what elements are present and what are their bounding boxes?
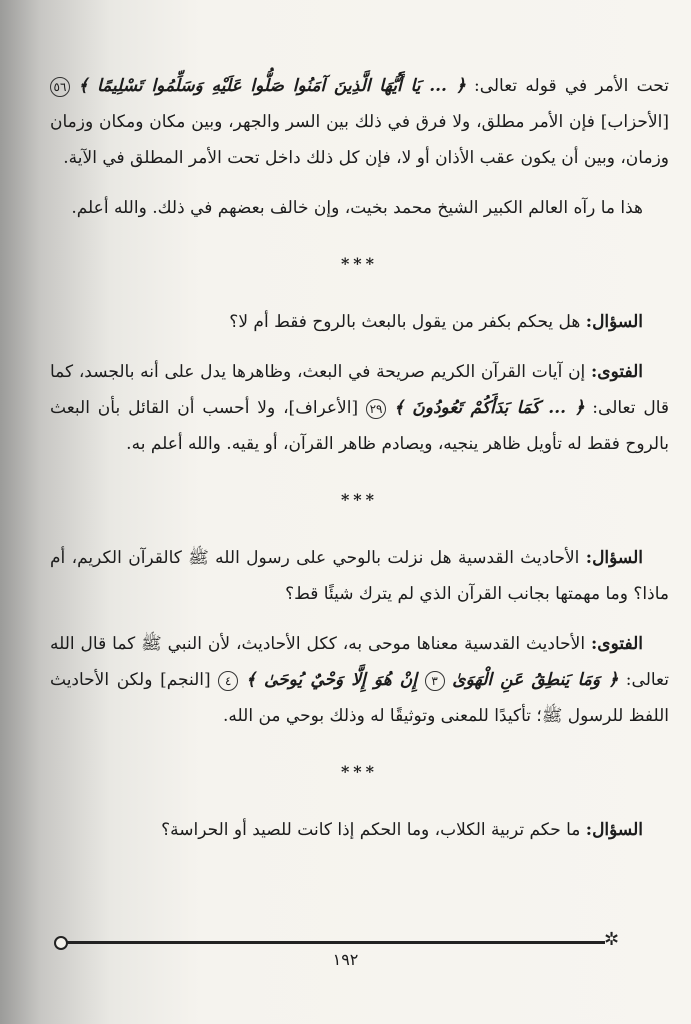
question-label: السؤال:	[585, 548, 643, 568]
question-label: السؤال:	[585, 312, 643, 332]
answer-1	[50, 354, 669, 462]
question-2	[50, 540, 669, 612]
question-3-text: ما حكم تربية الكلاب، وما الحكم إذا كانت للصيد أو الحراسة؟	[161, 820, 581, 840]
question-1-text: هل يحكم بكفر من يقول بالبعث بالروح فقط أم لا؟	[229, 312, 581, 332]
fatwa-label: الفتوى:	[591, 362, 643, 382]
question-2-text: الأحاديث القدسية هل نزلت بالوحي على رسول الله ﷺ كالقرآن الكريم، أم ماذا؟ وما مهمتها بجانب القرآن الذي لم يترك شيئًا قط؟	[50, 548, 669, 604]
ayah-number: ٢٩	[366, 399, 386, 419]
answer-2-body: [النجم] ولكن الأحاديث اللفظ للرسول ﷺ؛ تأكيدًا للمعنى وتوثيقًا له وذلك بوحي من الله.	[50, 670, 669, 726]
fatwa-label: الفتوى:	[591, 634, 643, 654]
page-number: ١٩٢	[332, 950, 359, 969]
ayah-number: ٣	[425, 671, 445, 691]
paragraph-1-intro: تحت الأمر في قوله تعالى:	[473, 76, 669, 96]
answer-1-intro: إن آيات القرآن الكريم صريحة في البعث، وظاهرها يدل على أنه بالجسد، كما قال تعالى:	[50, 362, 670, 418]
answer-1-body: [الأعراف]، ولا أحسب أن القائل بأن البعث بالروح فقط له تأويل ظاهر ينجيه، ويصادم ظاهر القرآن، أو يقيه. والله أعلم به.	[50, 398, 669, 454]
section-separator: ***	[340, 762, 379, 781]
footer-rule	[64, 941, 605, 944]
answer-2	[50, 626, 669, 734]
section-separator: ***	[340, 490, 379, 509]
quran-verse-araf: ﴿ ... كَمَا بَدَأَكُمْ تَعُودُونَ ﴾	[393, 398, 585, 418]
ayah-number: ٤	[218, 671, 238, 691]
quran-verse-najm-1: ﴿ وَمَا يَنطِقُ عَنِ الْهَوَىٰ	[452, 670, 619, 690]
quran-verse-ahzab: ﴿ ... يَا أَيُّهَا الَّذِينَ آمَنُوا صَلُّوا عَلَيْهِ وَسَلِّمُوا تَسْلِيمًا ﴾	[78, 76, 466, 96]
paragraph-1	[50, 68, 669, 176]
paragraph-2: هذا ما رآه العالم الكبير الشيخ محمد بخيت، وإن خالف بعضهم في ذلك. والله أعلم.	[71, 198, 643, 218]
question-label: السؤال:	[585, 820, 643, 840]
ornament-icon: ✲	[604, 929, 620, 950]
paragraph-1-body: [الأحزاب] فإن الأمر مطلق، ولا فرق في ذلك بين السر والجهر، وبين مكان ومكان وزمان وزمان، وبين أن يكون عقب الأذان أو لا، فإن كل ذلك داخل تحت الأمر المطلق في الآية.	[50, 112, 669, 168]
ayah-number: ٥٦	[50, 77, 70, 97]
answer-2-intro: الأحاديث القدسية معناها موحى به، ككل الأحاديث، لأن النبي ﷺ كما قال الله تعالى:	[50, 634, 669, 690]
question-3	[50, 812, 669, 848]
page-body	[50, 68, 669, 862]
question-1	[50, 304, 669, 340]
section-separator: ***	[340, 254, 379, 273]
quran-verse-najm-2: إِنْ هُوَ إِلَّا وَحْيٌ يُوحَىٰ ﴾	[245, 670, 418, 690]
